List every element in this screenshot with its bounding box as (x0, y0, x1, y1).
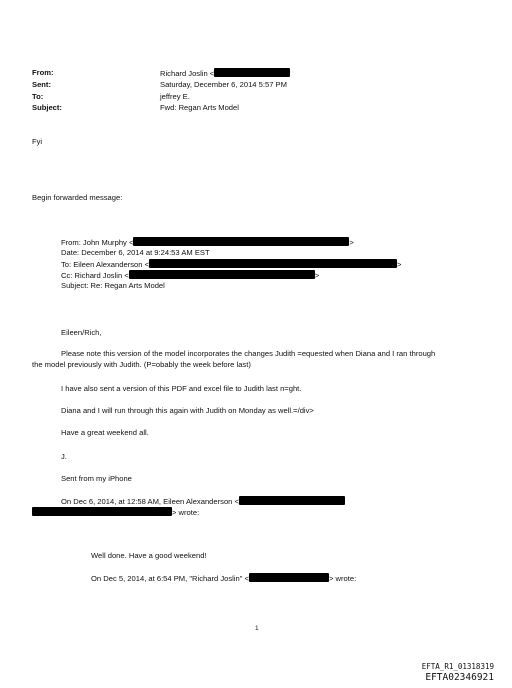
forwarded-cc-text: Cc: Richard Joslin < (61, 271, 129, 280)
subject-label: Subject: (32, 103, 62, 112)
signature-text: J. (61, 452, 67, 461)
forwarded-from (61, 237, 354, 248)
quote-1-line-2 (32, 507, 199, 518)
begin-forwarded-text: Begin forwarded message: (32, 193, 123, 202)
to-label: To: (32, 92, 44, 101)
sent-value: Saturday, December 6, 2014 5:57 PM (160, 80, 287, 89)
forwarded-cc-end: > (314, 271, 320, 280)
sent-from-text: Sent from my iPhone (61, 474, 132, 483)
redaction-box (214, 68, 290, 77)
quote-1-line-1 (61, 496, 345, 507)
quote-2-end: > wrote: (328, 574, 357, 583)
forwarded-date: Date: December 6, 2014 at 9:24:53 AM EST (61, 248, 210, 257)
paragraph-1-line-2: the model previously with Judith. (P=obably the week before last) (32, 360, 251, 369)
fyi-text: Fyi (32, 137, 43, 146)
redaction-box (239, 496, 345, 505)
footer-id-2: EFTA02346921 (425, 672, 494, 683)
from-value (160, 68, 290, 79)
from-value-text: Richard Joslin < (160, 69, 215, 78)
quote-1-end: > wrote: (172, 508, 200, 517)
subject-value: Fwd: Regan Arts Model (160, 103, 239, 112)
forwarded-subject: Subject: Re: Regan Arts Model (61, 281, 165, 290)
forwarded-cc (61, 270, 319, 281)
redaction-box (149, 259, 397, 268)
forwarded-from-text: From: John Murphy < (61, 238, 134, 247)
reply-text: Well done. Have a good weekend! (91, 551, 207, 560)
redaction-box (129, 270, 315, 279)
quote-2-text: On Dec 5, 2014, at 6:54 PM, "Richard Joslin" < (91, 574, 249, 583)
footer-id-1: EFTA_R1_01318319 (421, 662, 494, 671)
paragraph-1-line-1: Please note this version of the model incorporates the changes Judith =equested when Diana and I ran through (61, 349, 436, 358)
sent-label: Sent: (32, 80, 51, 89)
forwarded-from-end: > (349, 238, 354, 247)
redaction-box (249, 573, 329, 582)
redaction-box (133, 237, 349, 246)
from-label: From: (32, 68, 54, 77)
paragraph-3: Diana and I will run through this again with Judith on Monday as well.=/div> (61, 406, 314, 415)
greeting-text: Eileen/Rich, (61, 328, 102, 337)
to-value: jeffrey E. (160, 92, 190, 101)
quote-1-text: On Dec 6, 2014, at 12:58 AM, Eileen Alexanderson < (61, 497, 239, 506)
forwarded-to (61, 259, 401, 270)
forwarded-to-text: To: Eileen Alexanderson < (61, 260, 150, 269)
quote-2-line (91, 573, 356, 584)
forwarded-to-end: > (397, 260, 402, 269)
redaction-box (32, 507, 172, 516)
paragraph-4: Have a great weekend all. (61, 428, 149, 437)
paragraph-2: I have also sent a version of this PDF and excel file to Judith last n=ght. (61, 384, 302, 393)
page-number: 1 (255, 625, 259, 632)
